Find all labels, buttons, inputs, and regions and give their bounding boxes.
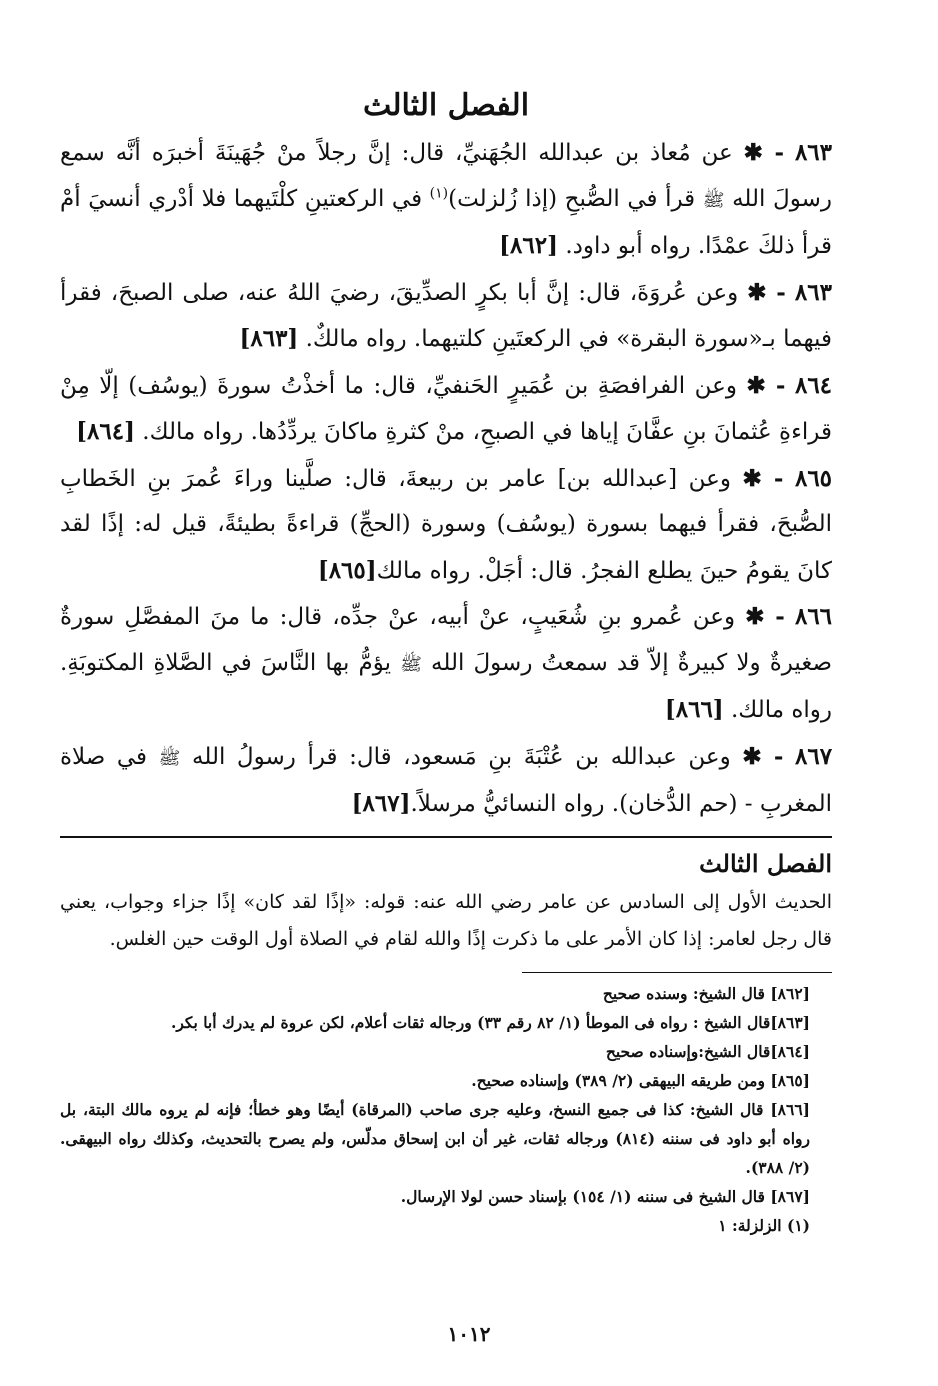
hadith-reference: [٨٦٤] [76, 418, 135, 445]
hadith-reference: [٨٦٥] [317, 556, 377, 584]
salawat-glyph-icon: ﷺ [400, 653, 422, 675]
footnotes-divider [522, 972, 832, 973]
footnote-865: [٨٦٥] ومن طريقه البيهقى (٢/ ٣٨٩) وإسناده صحيح. [471, 1070, 810, 1090]
star-marker-icon: - ✱ [742, 464, 784, 492]
star-marker-icon: - ✱ [743, 139, 785, 166]
hadith-number: ٨٦٤ [794, 371, 833, 399]
hadith-text-cont: قرأ في الصُّبحِ (إذا زُلزلت) [448, 185, 696, 212]
footnote-863: [٨٦٣]قال الشيخ : رواه فى الموطأ (١/ ٨٢ رقم ٣٣) ورجاله ثقات أعلام، لكن عروة لم يدرك أبا بكر. [170, 1012, 810, 1032]
hadith-reference: [٨٦٢] [499, 232, 558, 259]
footnote-867: [٨٦٧] قال الشيخ فى سننه (١/ ١٥٤) بإسناد حسن لولا الإرسال. [400, 1186, 810, 1206]
hadith-text: عن مُعاذ بن عبدالله الجُهَنيِّ، قال: إنَّ رجلاً منْ جُهَينَةَ أخبرَه أنَّه سمع رسولَ الله [60, 140, 832, 212]
hadith-864 [60, 363, 832, 456]
footnote-862: [٨٦٢] قال الشيخ: وسنده صحيح [602, 983, 810, 1003]
hadith-863b [60, 270, 832, 363]
salawat-glyph-icon: ﷺ [702, 189, 725, 211]
hadith-text: وعن عبدالله بن عُتْبَةَ بنِ مَسعود، قال: قرأ رسولُ الله [192, 743, 731, 770]
hadith-number: ٨٦٣ [794, 139, 833, 166]
footnote-zalzala: (١) الزلزلة: ١ [718, 1215, 810, 1235]
hadith-867 [60, 734, 832, 828]
hadith-866 [60, 594, 832, 734]
hadith-text: وعن الفرافصَةِ بن عُمَيرٍ الحَنفيِّ، قال: ما أخذْتُ سورةَ (يوسُف) إلّا مِنْ قراءةِ عُثمانَ بنِ عفَّانَ إياها في الصبحِ، منْ كثرةِ ماكانَ يردِّدُها. رواه مالك. [60, 372, 832, 445]
hadith-number: ٨٦٦ [794, 603, 833, 630]
star-marker-icon: - ✱ [746, 371, 786, 399]
footnote-864: [٨٦٤]قال الشيخ:وإسناده صحيح [605, 1041, 810, 1061]
hadith-number: ٨٦٧ [795, 742, 833, 770]
section-divider [60, 836, 832, 838]
star-marker-icon: - ✱ [747, 278, 786, 306]
hadith-number: ٨٦٥ [794, 464, 833, 492]
hadith-text: وعن عُمرو بنِ شُعَيبٍ، عنْ أبيه، عنْ جدِّه، قال: ما منَ المفصَّلِ سورةٌ صغيرةٌ ولا كبيرةٌ إلاّ قد سمعتُ رسولَ الله [60, 604, 833, 676]
commentary-title: الفصل الثالث [699, 848, 832, 878]
commentary-text: الحديث الأول إلى السادس عن عامر رضي الله عنه: قوله: «إذًا لقد كان» إذًا جزاء وجواب، يعني قال رجل لعامر: إذا كان الأمر على ما ذكرت إذًا والله لقام في الصلاة أول الوقت حين الغلس. [60, 890, 832, 950]
star-marker-icon: - ✱ [742, 742, 784, 770]
hadith-865 [60, 456, 832, 595]
hadith-text-cont: يؤمُّ بها النَّاسَ في الصَّلاةِ المكتوبَةِ. رواه مالك. [60, 649, 832, 723]
hadith-863 [60, 130, 832, 270]
hadith-text: وعن عُروَةَ، قال: إنَّ أبا بكرٍ الصدِّيقَ، رضيَ اللهُ عنه، صلى الصبحَ، فقرأ فيهما بـ«سورة البقرة» في الركعتَينِ كلتيهما. رواه مالكٌ. [60, 279, 832, 352]
hadith-text: وعن [عبدالله بن] عامر بن ربيعةَ، قال: صلَّينا وراءَ عُمرَ بنِ الخَطابِ الصُّبحَ، فقرأ فيهما بسورة (يوسُف) وسورة (الحجِّ) قراءةً بطيئةً، قيل له: إذًا لقد كانَ يقومُ حينَ يطلع الفجرُ. قال: أجَلْ. رواه مالك [60, 465, 832, 584]
hadith-reference: [٨٦٣] [239, 325, 299, 352]
salawat-glyph-icon: ﷺ [158, 747, 181, 769]
footnote-866: [٨٦٦] قال الشيخ: كذا فى جميع النسخ، وعليه جرى صاحب (المرقاة) أيضًا وهو خطأ؛ فإنه لم يروه مالك البتة، بل رواه أبو داود فى سننه (٨١٤) ورجاله ثقات، غير أن ابن إسحاق مدلّس، ولم يصرح بالتحديث، وكذلك رواه البيهقى. (٢/ ٣٨٨). [60, 1099, 811, 1177]
hadith-reference: [٨٦٧] [351, 790, 411, 817]
chapter-title: الفصل الثالث [362, 88, 530, 123]
page-number: ١٠١٢ [447, 1322, 491, 1346]
hadith-text-end: في الركعتينِ كلْتَيهما فلا أدْري أنسيَ أمْ قرأ ذلكَ عمْدًا. رواه أبو داود. [60, 185, 832, 259]
hadith-number: ٨٦٣ [794, 278, 832, 306]
hadith-text-cont: في صلاة المغربِ - (حم الدُّخان). رواه النسائيُّ مرسلاً. [60, 743, 832, 817]
footnote-marker: (١) [429, 184, 449, 201]
hadith-reference: [٨٦٦] [664, 696, 724, 723]
star-marker-icon: - ✱ [745, 603, 785, 630]
